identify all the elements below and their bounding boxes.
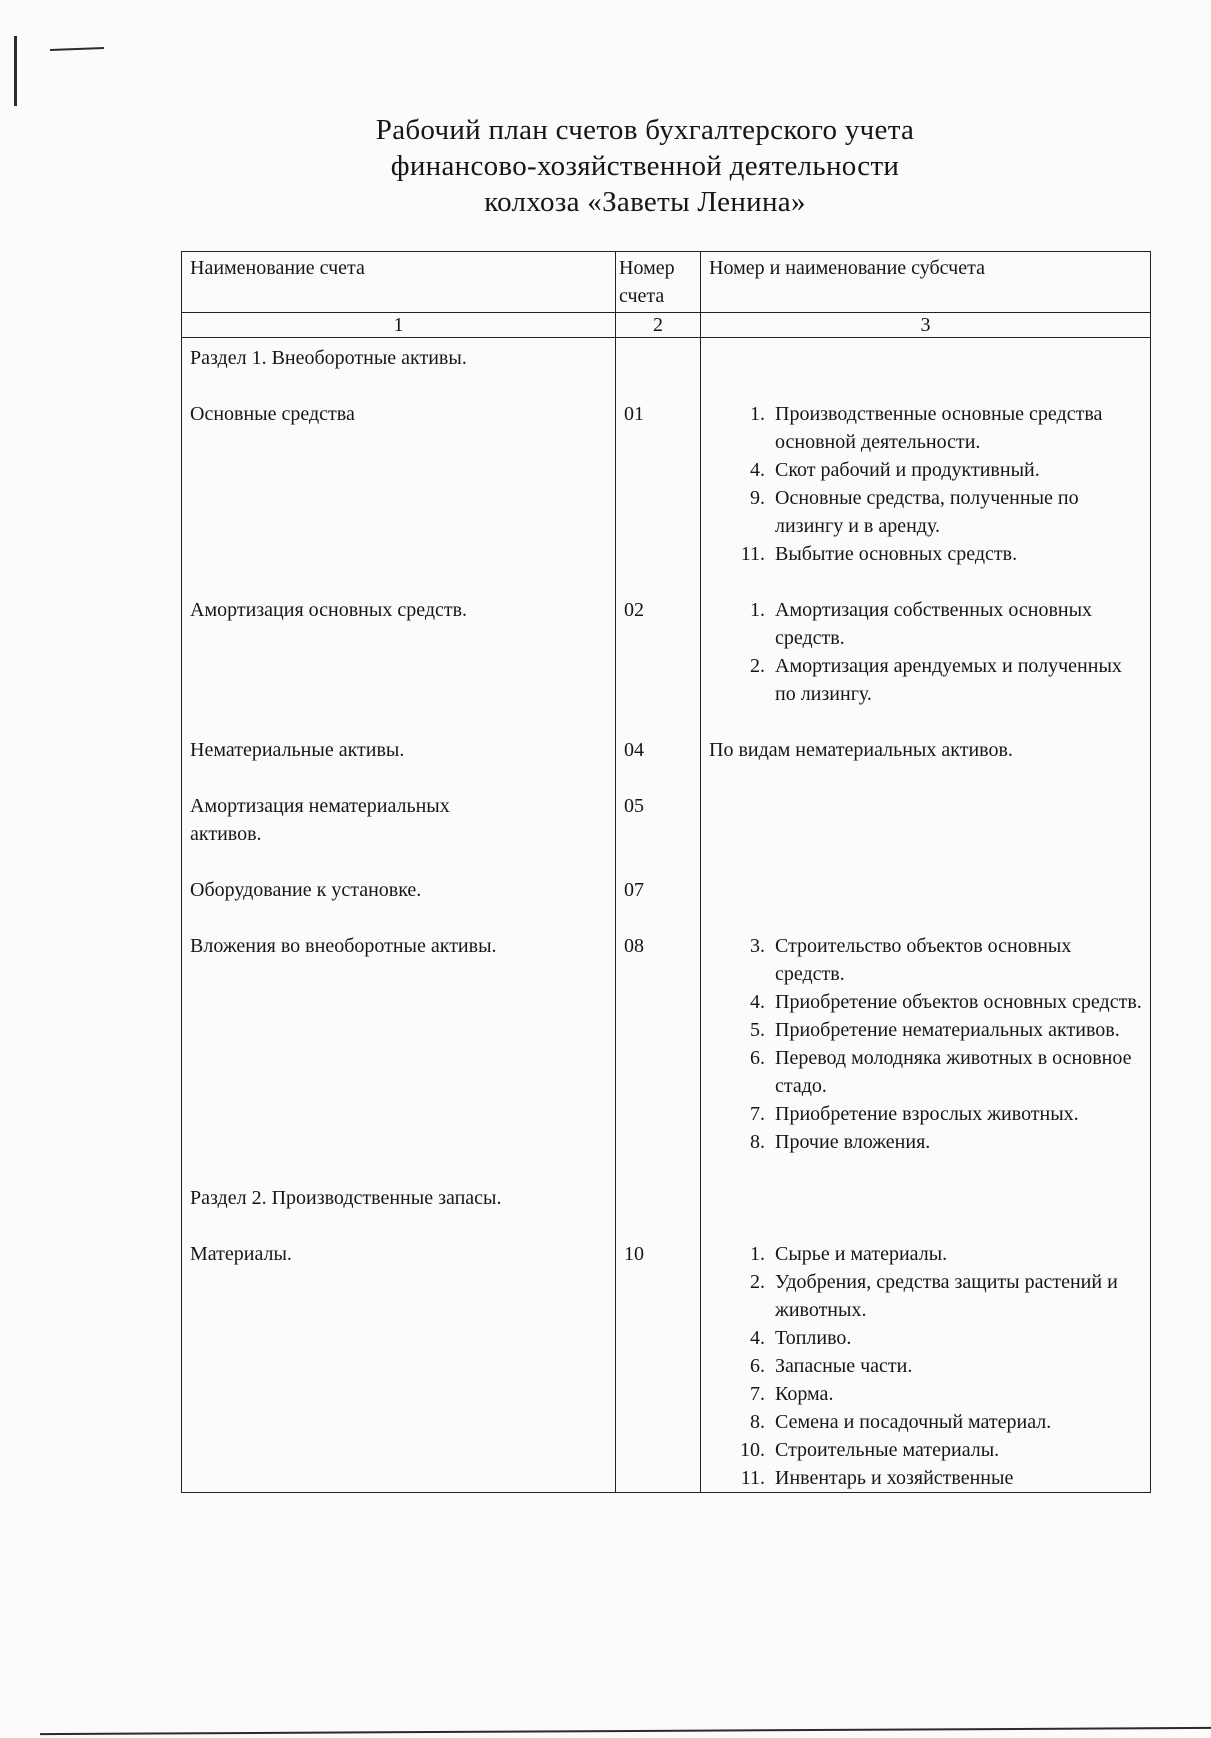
subaccount-item [709, 1268, 1142, 1324]
subaccount-item [709, 1408, 1142, 1436]
account-name: Вложения во внеоборотные активы. [182, 932, 616, 1156]
account-row [182, 876, 1151, 904]
subaccount-number: 7. [750, 1383, 765, 1405]
account-name: Амортизация нематериальных активов. [182, 792, 616, 848]
account-name: Нематериальные активы. [182, 736, 616, 764]
header-account-name: Наименование счета [182, 252, 616, 313]
subaccount-list [709, 400, 1142, 568]
subaccount-item [709, 1352, 1142, 1380]
subaccount-text: Основные средства, полученные по лизингу и в аренду. [775, 487, 1079, 537]
subaccount-number: 1. [750, 1243, 765, 1265]
subaccount-cell [701, 596, 1151, 708]
document-title [0, 112, 1211, 220]
account-number: 01 [616, 400, 701, 568]
subaccount-number: 2. [750, 1271, 765, 1293]
scan-edge-mark [14, 36, 17, 106]
subaccount-text: Строительство объектов основных средств. [775, 935, 1072, 985]
subaccount-item [709, 1464, 1142, 1492]
subaccount-item [709, 1128, 1142, 1156]
subaccount-text: Перевод молодняка животных в основное стадо. [775, 1047, 1132, 1097]
title-line-1: Рабочий план счетов бухгалтерского учета [375, 114, 915, 146]
account-number: 05 [616, 792, 701, 848]
account-row [182, 932, 1151, 1156]
subaccount-number: 6. [750, 1047, 765, 1069]
subaccount-number: 9. [750, 487, 765, 509]
subaccount-item [709, 1324, 1142, 1352]
subaccount-text: Инвентарь и хозяйственные [775, 1467, 1014, 1489]
subaccount-text: Выбытие основных средств. [775, 543, 1018, 565]
subaccount-text: Семена и посадочный материал. [775, 1411, 1052, 1433]
subaccount-item [709, 1436, 1142, 1464]
account-number: 08 [616, 932, 701, 1156]
column-number-1: 1 [182, 313, 616, 338]
subaccount-list [709, 1240, 1142, 1492]
title-line-3: колхоза «Заветы Ленина» [484, 186, 806, 218]
subaccount-number: 3. [750, 935, 765, 957]
subaccount-note: По видам нематериальных активов. [701, 736, 1151, 764]
header-subaccount: Номер и наименование субсчета [701, 252, 1151, 313]
subaccount-item [709, 1100, 1142, 1128]
section-title: Раздел 2. Производственные запасы. [182, 1184, 616, 1212]
subaccount-text: Амортизация арендуемых и полученных по лизингу. [775, 655, 1122, 705]
subaccount-list [709, 596, 1142, 708]
account-name: Оборудование к установке. [182, 876, 616, 904]
account-row [182, 1240, 1151, 1493]
subaccount-item [709, 456, 1142, 484]
subaccount-item [709, 484, 1142, 540]
account-number: 10 [616, 1240, 701, 1493]
column-number-row [182, 313, 1151, 338]
subaccount-number: 6. [750, 1355, 765, 1377]
subaccount-text: Строительные материалы. [775, 1439, 1000, 1461]
account-row [182, 400, 1151, 568]
account-row [182, 736, 1151, 764]
subaccount-number: 1. [750, 403, 765, 425]
subaccount-number: 7. [750, 1103, 765, 1125]
section-title: Раздел 1. Внеоборотные активы. [182, 338, 616, 373]
subaccount-number: 2. [750, 655, 765, 677]
subaccount-text: Скот рабочий и продуктивный. [775, 459, 1040, 481]
subaccount-cell [701, 1240, 1151, 1493]
section-row [182, 1184, 1151, 1212]
chart-of-accounts-table [181, 251, 1151, 1493]
account-number: 07 [616, 876, 701, 904]
subaccount-text: Запасные части. [775, 1355, 913, 1377]
subaccount-item [709, 1016, 1142, 1044]
subaccount-number: 11. [740, 543, 765, 565]
subaccount-item [709, 596, 1142, 652]
subaccount-item [709, 932, 1142, 988]
subaccount-text: Приобретение объектов основных средств. [775, 991, 1142, 1013]
subaccount-text: Амортизация собственных основных средств. [775, 599, 1093, 649]
subaccount-cell [701, 400, 1151, 568]
account-row [182, 596, 1151, 708]
subaccount-text: Топливо. [775, 1327, 852, 1349]
subaccount-item [709, 1240, 1142, 1268]
subaccount-text: Прочие вложения. [775, 1131, 931, 1153]
column-number-3: 3 [701, 313, 1151, 338]
subaccount-text: Приобретение взрослых животных. [775, 1103, 1079, 1125]
account-number: 04 [616, 736, 701, 764]
subaccount-text: Корма. [775, 1383, 834, 1405]
subaccount-number: 4. [750, 459, 765, 481]
subaccount-text: Удобрения, средства защиты растений и животных. [775, 1271, 1118, 1321]
scan-bottom-line [40, 1727, 1211, 1735]
subaccount-number: 1. [750, 599, 765, 621]
account-name: Амортизация основных средств. [182, 596, 616, 708]
header-account-number [616, 252, 701, 313]
subaccount-text: Производственные основные средства основной деятельности. [775, 403, 1103, 453]
header-account-number-line1: Номер [619, 257, 675, 279]
account-row [182, 792, 1151, 848]
subaccount-item [709, 400, 1142, 456]
account-number: 02 [616, 596, 701, 708]
column-number-2: 2 [616, 313, 701, 338]
account-name: Основные средства [182, 400, 616, 568]
subaccount-number: 4. [750, 1327, 765, 1349]
section-row [182, 338, 1151, 373]
subaccount-number: 5. [750, 1019, 765, 1041]
subaccount-cell [701, 932, 1151, 1156]
header-account-number-line2: счета [619, 285, 665, 307]
subaccount-item [709, 540, 1142, 568]
subaccount-item [709, 988, 1142, 1016]
subaccount-item [709, 652, 1142, 708]
account-name: Материалы. [182, 1240, 616, 1493]
header-row [182, 252, 1151, 313]
subaccount-number: 8. [750, 1411, 765, 1433]
subaccount-list [709, 932, 1142, 1156]
subaccount-number: 4. [750, 991, 765, 1013]
subaccount-text: Сырье и материалы. [775, 1243, 948, 1265]
subaccount-number: 8. [750, 1131, 765, 1153]
subaccount-number: 11. [740, 1467, 765, 1489]
subaccount-item [709, 1380, 1142, 1408]
scan-top-stroke [50, 47, 104, 51]
title-line-2: финансово-хозяйственной деятельности [390, 150, 900, 182]
subaccount-text: Приобретение нематериальных активов. [775, 1019, 1120, 1041]
subaccount-item [709, 1044, 1142, 1100]
subaccount-number: 10. [740, 1439, 765, 1461]
